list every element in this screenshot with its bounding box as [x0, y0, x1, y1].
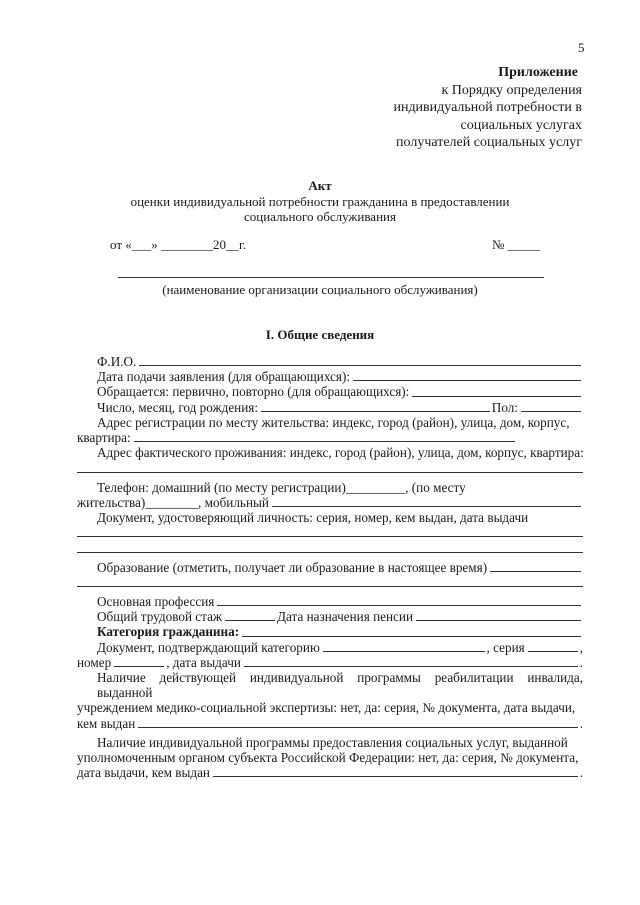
pension-date-label: Дата назначения пенсии — [277, 609, 414, 625]
reg-address-row — [77, 415, 583, 430]
phone-row-2 — [77, 495, 583, 510]
fio-label: Ф.И.О. — [97, 354, 137, 369]
ipp-row-3: дата выдачи, кем выдан . — [77, 765, 583, 781]
id-doc-label: Документ, удостоверяющий личность: серия, номер, кем выдан, дата выдачи — [97, 510, 529, 526]
ipr-row-2 — [77, 700, 583, 715]
category-doc-row: Документ, подтверждающий категорию , серия , — [97, 639, 583, 655]
issue-date-field[interactable] — [244, 666, 578, 667]
applies-field[interactable] — [412, 396, 581, 397]
general-info-form — [77, 354, 583, 780]
education-field[interactable] — [490, 571, 581, 572]
ipp-field[interactable] — [213, 776, 578, 777]
reg-address-field[interactable] — [134, 441, 515, 442]
fio-row — [77, 354, 583, 369]
actual-address-field[interactable] — [77, 460, 583, 475]
appendix-line: социальных услугах — [460, 117, 582, 133]
ipr-label-3: кем выдан — [77, 715, 136, 731]
mobile-phone-field[interactable] — [272, 506, 581, 507]
reg-address-row-2 — [77, 430, 583, 445]
issue-date-label: , дата выдачи — [166, 654, 241, 670]
application-date-row — [77, 369, 583, 384]
ipp-label-3: дата выдачи, кем выдан — [77, 765, 210, 781]
series-label: , серия — [486, 639, 525, 655]
appendix-block — [393, 64, 582, 152]
phone-row — [77, 480, 583, 495]
org-caption: (наименование организации социального обслуживания) — [162, 282, 478, 297]
act-title: Акт — [308, 178, 332, 193]
appendix-title: Приложение — [498, 65, 578, 80]
ipr-label: Наличие действующей индивидуальной программы реабилитации инвалида, выданной — [97, 670, 583, 701]
act-date: от «___» ________20__г. — [110, 237, 247, 252]
act-number: № _____ — [492, 237, 541, 252]
profession-label: Основная профессия — [97, 593, 215, 609]
pension-date-field[interactable] — [416, 620, 581, 621]
appendix-line: индивидуальной потребности в — [393, 100, 582, 115]
category-number-row: номер , дата выдачи . — [77, 654, 583, 670]
profession-field[interactable] — [217, 605, 581, 606]
fio-field[interactable] — [139, 365, 581, 366]
category-doc-field[interactable] — [323, 651, 485, 652]
page-number: 5 — [578, 40, 585, 55]
ipp-label-2: уполномоченным органом субъекта Российской Федерации: нет, да: серия, № документа, — [77, 750, 579, 766]
actual-address-row — [77, 445, 583, 460]
act-subtitle-line-2: социального обслуживания — [244, 209, 396, 224]
work-exp-label: Общий трудовой стаж — [97, 609, 223, 625]
appendix-line: к Порядку определения — [441, 82, 582, 98]
series-field[interactable] — [528, 651, 578, 652]
ipr-label-2: учреждением медико-социальной экспертизы: нет, да: серия, № документа, дата выдачи, — [77, 700, 576, 716]
ipr-row-3: кем выдан . — [77, 715, 583, 731]
phone-label-2: жительства)________, мобильный — [77, 494, 269, 510]
category-field[interactable] — [242, 636, 581, 637]
id-doc-row — [77, 510, 583, 525]
reg-address-label-2: квартира: — [77, 430, 131, 446]
reg-address-label: Адрес регистрации по месту жительства: индекс, город (район), улица, дом, корпус, — [97, 414, 570, 430]
work-exp-field[interactable] — [225, 620, 275, 621]
birth-date-row — [77, 400, 583, 415]
ipr-field[interactable] — [138, 727, 577, 728]
appendix-line: получателей социальных услуг — [396, 135, 582, 150]
ipr-row — [77, 670, 583, 700]
birth-date-field[interactable] — [261, 411, 490, 412]
actual-address-label: Адрес фактического проживания: индекс, город (район), улица, дом, корпус, квартира: — [97, 445, 584, 461]
phone-label: Телефон: домашний (по месту регистрации)_________, (по месту — [97, 479, 466, 495]
act-subtitle-line-1: оценки индивидуальной потребности гражданина в предоставлении — [130, 194, 510, 209]
number-field[interactable] — [114, 666, 164, 667]
section-title: I. Общие сведения — [265, 327, 375, 342]
application-date-field[interactable] — [353, 380, 581, 381]
applies-label: Обращается: первично, повторно (для обращающихся): — [97, 384, 410, 400]
ipp-row-2 — [77, 750, 583, 765]
education-field-2[interactable] — [77, 575, 583, 590]
org-name-line — [118, 277, 544, 278]
id-doc-field-2[interactable] — [77, 540, 583, 555]
applies-row — [77, 384, 583, 399]
number-label: номер — [77, 654, 112, 670]
application-date-label: Дата подачи заявления (для обращающихся): — [97, 369, 351, 385]
profession-row — [77, 594, 583, 609]
sex-field[interactable] — [521, 411, 581, 412]
ipp-row — [77, 735, 583, 750]
id-doc-field-1[interactable] — [77, 525, 583, 540]
sex-label: Пол: — [491, 399, 518, 415]
education-label: Образование (отметить, получает ли образование в настоящее время) — [97, 559, 488, 575]
work-exp-row — [77, 609, 583, 624]
education-row — [77, 560, 583, 575]
category-label: Категория гражданина: — [97, 624, 240, 640]
act-subtitle — [0, 194, 640, 224]
category-row — [77, 624, 583, 639]
birth-date-label: Число, месяц, год рождения: — [97, 399, 259, 415]
category-doc-label: Документ, подтверждающий категорию — [97, 639, 320, 655]
ipp-label: Наличие индивидуальной программы предоставления социальных услуг, выданной — [97, 734, 568, 750]
